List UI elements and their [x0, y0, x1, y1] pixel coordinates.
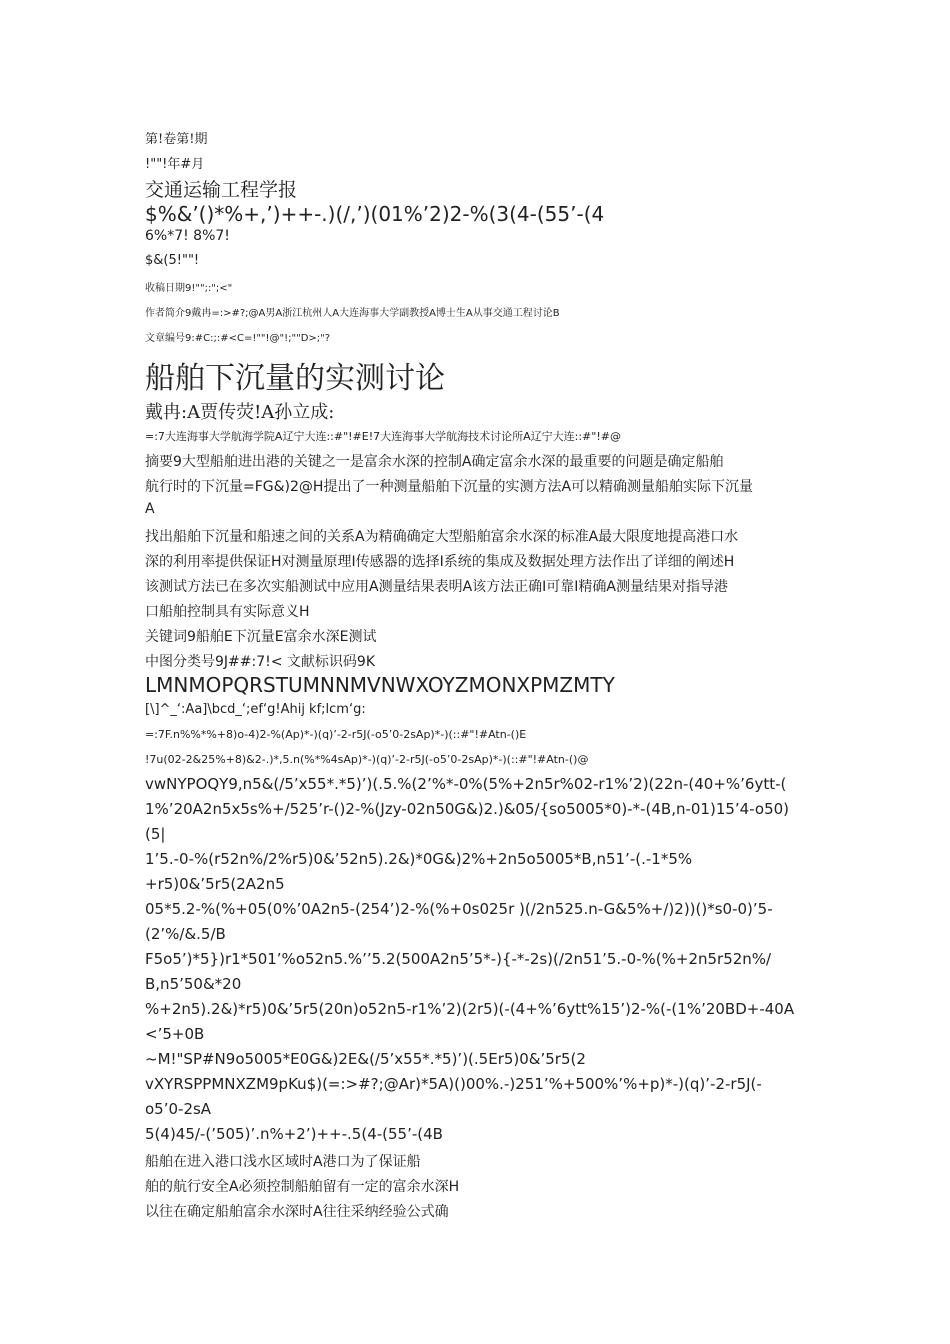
article-number: 文章编号9:#C:;:#<C=!""!@"!;""D>;"?	[145, 333, 331, 344]
abstract-line: A	[145, 501, 155, 517]
abstract-line: 口船舶控制具有实际意义H	[145, 604, 310, 620]
english-affiliation-1: =:7F.n%%*%+8)o-4)2-%(Ap)*-)(q)’-2-r5J(-o5’0-2sAp)*-)(::#"!#Atn-()E	[145, 728, 527, 741]
english-abstract-line: F5o5’)*5})r1*501’%o52n5.%’’5.2(500A2n5’5*-){-*-2s)(/2n51’5.-0-%(%+2n5r52n%/	[145, 950, 772, 968]
classification-code: 中图分类号9J##:7!< 文献标识码9K	[145, 654, 376, 670]
english-abstract-line: +r5)0&’5r5(2A2n5	[145, 875, 285, 893]
english-abstract-line: vwNYPOQY9,n5&(/5’x55*.*5)’)(.5.%(2’%*-0%(5%+2n5r%02-r1%’2)(22n-(40+%’6ytt-(	[145, 775, 787, 793]
english-abstract-line: 05*5.2-%(%+05(0%’0A2n5-(254’)2-%(%+0s025r )(/2n525.n-G&5%+/)2))()*s0-0)’5-	[145, 900, 773, 918]
body-text-line: 舶的航行安全A必须控制船舶留有一定的富余水深H	[145, 1179, 460, 1195]
english-authors: [\]^_‘:Aa]\bcd_‘;ef‘g!Ahij kf;lcm‘g:	[145, 702, 366, 717]
english-abstract-line: %+2n5).2&)*r5)0&’5r5(20n)o52n5-r1%’2)(2r5)(-(4+%’6ytt%15’)2-%(-(1%’20BD+-40A	[145, 1000, 795, 1018]
english-abstract-line: <’5+0B	[145, 1025, 205, 1043]
date-en: $&(5!""!	[145, 253, 200, 268]
keywords-cn: 关键词9船舶E下沉量E富余水深E测试	[145, 629, 377, 645]
journal-name-cn: 交通运输工程学报	[145, 179, 298, 201]
abstract-line: 该测试方法已在多次实船测试中应用A测量结果表明A该方法正确I可靠I精确A测量结果对指导港	[145, 579, 728, 595]
abstract-line: 航行时的下沉量=FG&)2@H提出了一种测量船舶下沉量的实测方法A可以精确测量船舶实际下沉量	[145, 479, 754, 495]
journal-name-en: $%&’()*%+,’)++-.)(/,’)(01%’2)2-%(3(4-(55’-(4	[145, 202, 605, 226]
abstract-line: 摘要9大型船舶进出港的关键之一是富余水深的控制A确定富余水深的最重要的问题是确定船舶	[145, 454, 724, 470]
english-title: LMNMOPQRSTUMNNMVNWXOYZMONXPMZMTY	[145, 673, 615, 697]
year-month: !""!年#月	[145, 157, 205, 172]
volume-number-en: 6%*7! 8%7!	[145, 228, 230, 244]
english-abstract-line: (5|	[145, 825, 166, 843]
received-date: 收稿日期9!"";:";<"	[145, 283, 233, 294]
english-bio-line: vXYRSPPMNXZM9pKu$)(=:>#?;@Ar)*5A)()00%.-)251’%+500%’%+p)*-)(q)’-2-r5J(-	[145, 1075, 762, 1093]
english-abstract-line: 1’5.-0-%(r52n%/2%r5)0&’52n5).2&)*0G&)2%+2n5o5005*B,n51’-(.-1*5%	[145, 850, 693, 868]
english-keywords: ~M!"SP#N9o5005*E0G&)2E&(/5’x55*.*5)’)(.5Er5)0&’5r5(2	[145, 1050, 586, 1068]
volume-issue: 第!卷第!期	[145, 132, 208, 147]
article-authors: 戴冉:A贾传荧!A孙立成:	[145, 402, 335, 423]
english-abstract-line: (2’%/&.5/B	[145, 925, 226, 943]
english-affiliation-2: !7u(02-2&25%+8)&2-.)*,5.n(%*%4sAp)*-)(q)’-2-r5J(-o5’0-2sAp)*-)(::#"!#Atn-()@	[145, 753, 589, 766]
english-abstract-line: B,n5’50&*20	[145, 975, 242, 993]
english-abstract-line: 1%’20A2n5x5s%+/525’r-()2-%(Jzy-02n50G&)2.)&05/{so5005*0)-*-(4B,n-01)15’4-o50)	[145, 800, 790, 818]
body-text-line: 以往在确定船舶富余水深时A往往采纳经验公式确	[145, 1204, 449, 1220]
author-affiliation: =:7大连海事大学航海学院A辽宁大连::#"!#E!7大连海事大学航海技术讨论所A辽宁大连::#"!#@	[145, 430, 621, 443]
abstract-line: 深的利用率提供保证H对测量原理I传感器的选择I系统的集成及数据处理方法作出了详细的阐述H	[145, 554, 735, 570]
english-journal-line: 5(4)45/-(’505)’.n%+2’)++-.5(4-(55’-(4B	[145, 1125, 443, 1143]
body-text-line: 船舶在进入港口浅水区域时A港口为了保证船	[145, 1154, 421, 1170]
author-bio: 作者简介9戴冉=:>#?;@A男A浙江杭州人A大连海事大学副教授A博士生A从事交通工程讨论B	[145, 308, 560, 319]
abstract-line: 找出船舶下沉量和船速之间的关系A为精确确定大型船舶富余水深的标准A最大限度地提高港口水	[145, 529, 739, 545]
article-title: 船舶下沉量的实测讨论	[145, 361, 445, 396]
english-bio-line: o5’0-2sA	[145, 1100, 212, 1118]
